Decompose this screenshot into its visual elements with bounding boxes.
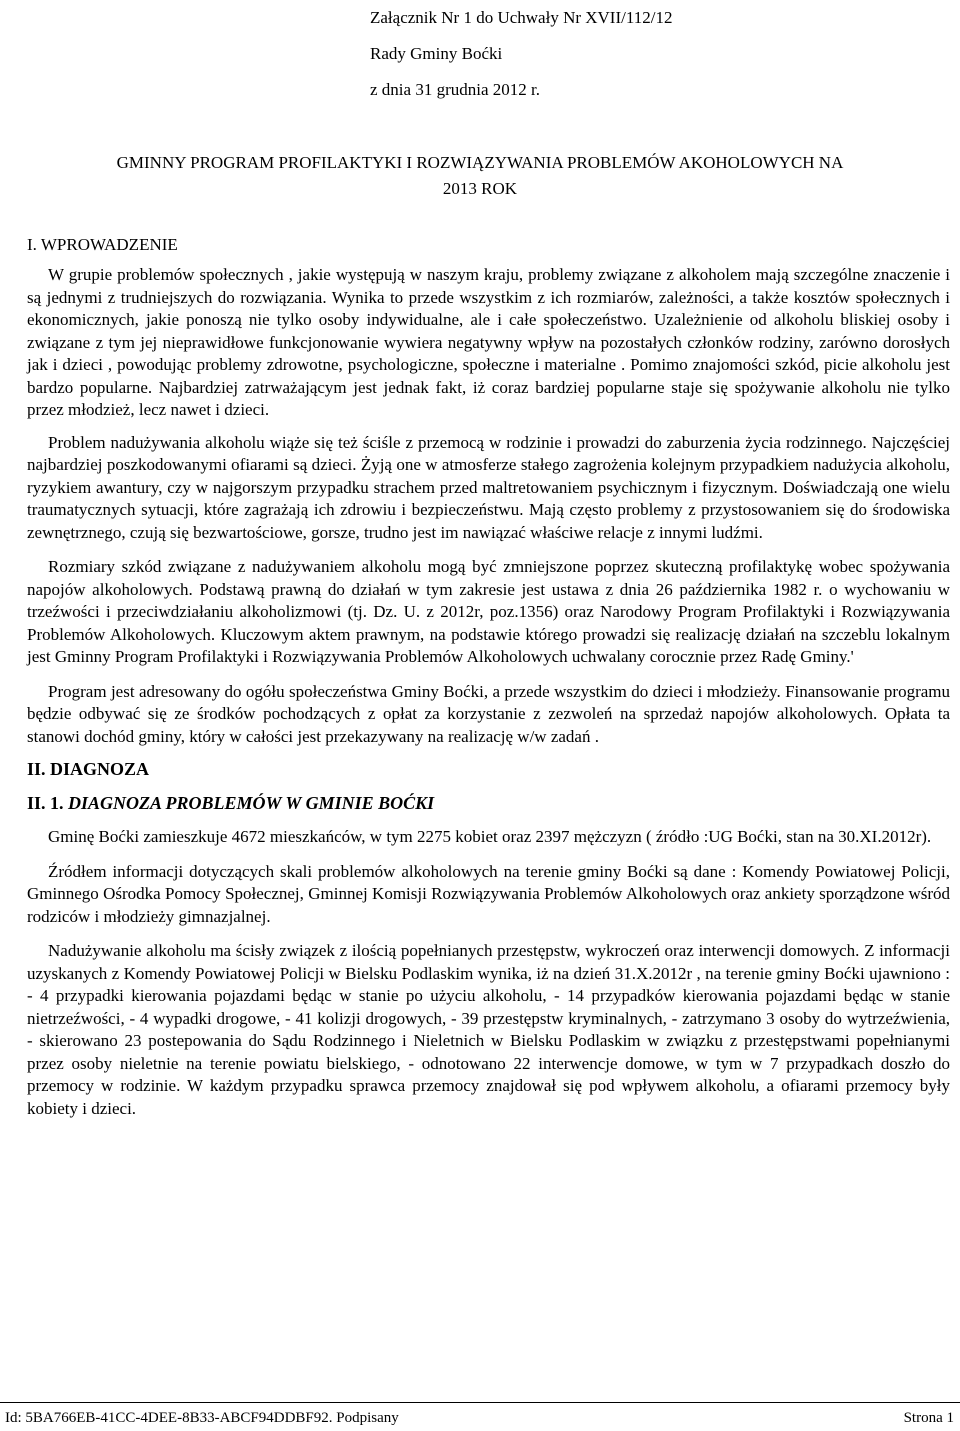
document-title: [0, 150, 960, 202]
title-line-2: 2013 ROK: [442, 179, 518, 198]
paragraph-intro-1: W grupie problemów społecznych , jakie występują w naszym kraju, problemy związane z alkoholem mają szczególne znaczenie i są jednymi z trudniejszych do rozwiązania. Wynika to przede wszystkim z ich rozmiarów, zależności, a także kosztów społecznych i ekonomicznych, jakie ponoszą nie tylko osoby indywidualne, ale i całe społeczeństwo. Uzależnienie od alkoholu bliskiej osoby i związane z tym jej nieprawidłowe funkcjonowanie wywiera negatywny wpływ na pozostałych członków rodziny, zarówno dorosłych jak i dzieci , powodując problemy zdrowotne, psychologiczne, społeczne i materialne . Pomimo znajomości szkód, picie alkoholu jest bardzo popularne. Najbardziej zatrważającym jest jednak fakt, iż coraz bardziej popularne staje się spożywanie alkoholu nie tylko przez młodzież, lecz nawet i dzieci.: [27, 265, 950, 419]
paragraph-diagnosis-2: Źródłem informacji dotyczących skali problemów alkoholowych na terenie gminy Boćki są dane : Komendy Powiatowej Policji, Gminnego Ośrodka Pomocy Społecznej, Gminnej Komisji Rozwiązywania Problemów Alkoholowych oraz ankiety sporządzone wśród rodziców i młodzieży gimnazjalnej.: [27, 861, 950, 926]
document-body: [27, 232, 950, 1120]
page-footer: [5, 1409, 954, 1427]
section-2-1-number: II. 1.: [27, 793, 64, 813]
section-2-1-heading: [27, 788, 950, 818]
header-line-2: Rady Gminy Boćki: [370, 44, 503, 63]
document-id: Id: 5BA766EB-41CC-4DEE-8B33-ABCF94DDBF92. Podpisany: [5, 1410, 399, 1426]
attachment-header: [370, 0, 672, 108]
footer-divider: [0, 1402, 960, 1403]
title-line-1: GMINNY PROGRAM PROFILAKTYKI I ROZWIĄZYWANIA PROBLEMÓW AKOHOLOWYCH NA: [116, 153, 844, 172]
paragraph-intro-4: Program jest adresowany do ogółu społeczeństwa Gminy Boćki, a przede wszystkim do dzieci i młodzieży. Finansowanie programu będzie odbywać się ze środków pochodzących z opłat za korzystanie z zezwoleń na sprzedaż napojów alkoholowych. Opłata ta stanowi dochód gminy, który w całości jest przekazywany na realizację w/w zadań .: [27, 681, 950, 746]
header-line-3: z dnia 31 grudnia 2012 r.: [370, 80, 540, 99]
paragraph-intro-3: Rozmiary szkód związane z nadużywaniem alkoholu mogą być zmniejszone poprzez skuteczną profilaktykę wobec spożywania napojów alkoholowych. Podstawą prawną do działań w tym zakresie jest ustawa z dnia 26 października 1982 r. o wychowaniu w trzeźwości i przeciwdziałaniu alkoholizmowi (tj. Dz. U. z 2012r, poz.1356) oraz Narodowy Program Profilaktyki i Rozwiązywania Problemów Alkoholowych. Kluczowym aktem prawnym, na podstawie którego prowadzi się realizację działań na szczeblu lokalnym jest Gminny Program Profilaktyki i Rozwiązywania Problemów Alkoholowych uchwalany corocznie przez Radę Gminy.': [27, 557, 950, 666]
paragraph-diagnosis-3: Nadużywanie alkoholu ma ścisły związek z ilością popełnianych przestępstw, wykroczeń oraz interwencji domowych. Z informacji uzyskanych z Komendy Powiatowej Policji w Bielsku Podlaskim wynika, iż na dzień 31.X.2012r , na terenie gminy Boćki ujawniono : - 4 przypadki kierowania pojazdami będąc w stanie po użyciu alkoholu, - 14 przypadków kierowania pojazdami będąc w stanie nietrzeźwości, - 4 wypadki drogowe, - 41 kolizji drogowych, - 39 przestępstw kryminalnych, - zatrzymano 3 osoby do wytrzeźwienia, - skierowano 23 postepowania do Sądu Rodzinnego i Nieletnich w Bielsku Podlaskim w związku z przestępstwami popełnianymi przez osoby nieletnie na terenie powiatu bielskiego, - odnotowano 22 interwencje domowe, w tym w 7 przypadkach doszło do przemocy w rodzinie. W każdym przypadku sprawca przemocy znajdował się pod wpływem alkoholu, a ofiarami przemocy były kobiety i dzieci.: [27, 941, 950, 1118]
header-line-1: Załącznik Nr 1 do Uchwały Nr XVII/112/12: [370, 8, 673, 27]
page-number: Strona 1: [903, 1410, 954, 1426]
section-1-heading: I. WPROWADZENIE: [27, 235, 178, 254]
paragraph-diagnosis-1: Gminę Boćki zamieszkuje 4672 mieszkańców, w tym 2275 kobiet oraz 2397 mężczyzn ( źródło :UG Boćki, stan na 30.XI.2012r).: [48, 827, 932, 846]
paragraph-intro-2: Problem nadużywania alkoholu wiąże się też ściśle z przemocą w rodzinie i prowadzi do zaburzenia życia rodzinnego. Najczęściej najbardziej poszkodowanymi ofiarami są dzieci. Żyją one w atmosferze stałego zagrożenia kolejnym przypadkiem nadużycia alkoholu, ryzykiem awantury, czy w najgorszym przypadku strachem przed maltretowaniem psychicznym i fizycznym. Doświadczają one wielu traumatycznych sytuacji, które zagrażają ich zdrowiu i bezpieczeństwu. Mają często problemy z przystosowaniem się do środowiska zewnętrznego, czują się bezwartościowe, gorsze, trudno jest im nawiązać właściwe relacje z innymi ludźmi.: [27, 432, 950, 542]
section-2-1-title: DIAGNOZA PROBLEMÓW W GMINIE BOĆKI: [68, 793, 435, 813]
section-2-heading: II. DIAGNOZA: [27, 759, 150, 779]
